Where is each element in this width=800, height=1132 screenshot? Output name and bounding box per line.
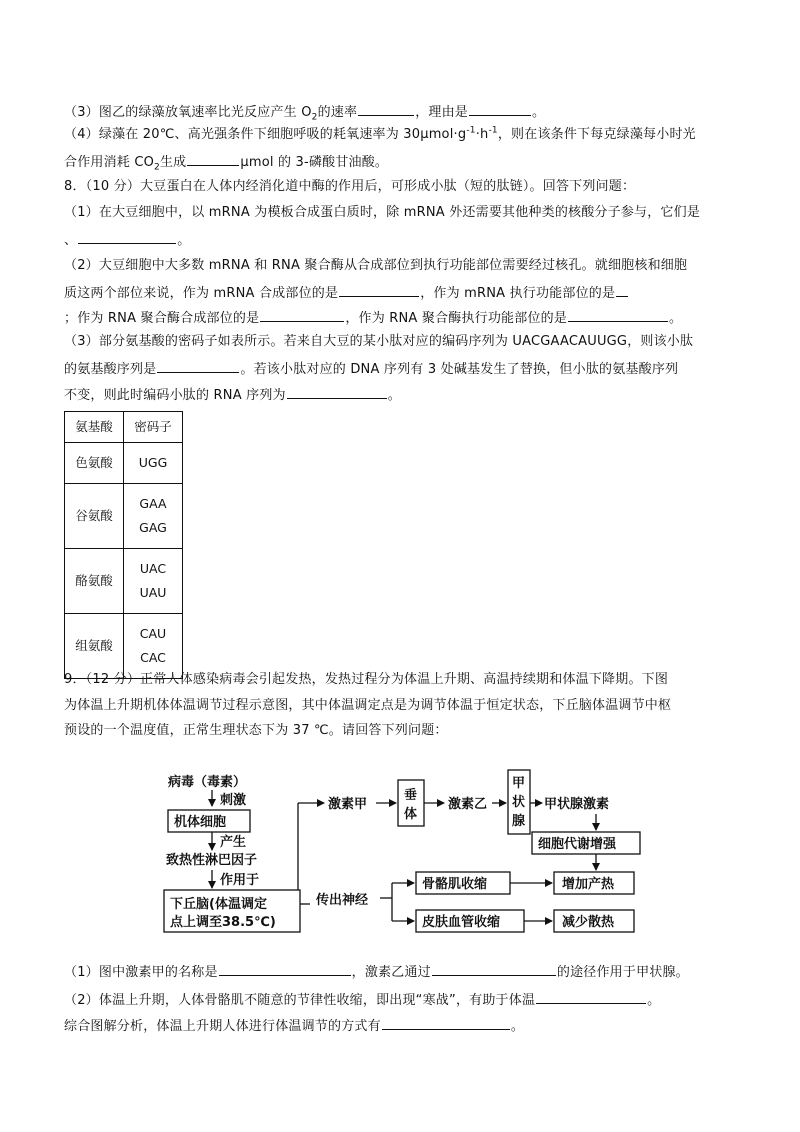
amino-acid-cell: 色氨酸 bbox=[65, 443, 124, 484]
codon-cell bbox=[124, 484, 183, 549]
codon-cell bbox=[124, 549, 183, 614]
answer-blank[interactable] bbox=[382, 1015, 510, 1030]
text: ，则在该条件下每克绿藻每小时光 bbox=[497, 127, 696, 142]
text: （2）体温上升期，人体骨骼肌不随意的节律性收缩，即出现“寒战”，有助于体温 bbox=[64, 993, 536, 1008]
text: 、 bbox=[64, 233, 78, 248]
metabolism-label: 细胞代谢增强 bbox=[538, 837, 617, 852]
text: 的途径作用于甲状腺。 bbox=[556, 965, 689, 980]
q8-intro: 8．（10 分）大豆蛋白在人体内经消化道中酶的作用后，可形成小肽（短的肽链）。回答下列问题： bbox=[64, 179, 636, 194]
q9-p2 bbox=[64, 989, 754, 1010]
text: 质这两个部位来说，作为 mRNA 合成部位的是 bbox=[64, 286, 339, 301]
answer-blank[interactable] bbox=[432, 961, 556, 976]
thyroid-label-3: 腺 bbox=[512, 814, 526, 829]
superscript: -1 bbox=[466, 125, 476, 136]
codon-cell bbox=[124, 443, 183, 484]
table-row bbox=[65, 484, 183, 549]
codon: CAC bbox=[140, 650, 166, 665]
hypothalamus-label-1: 下丘脑(体温调定 bbox=[170, 897, 267, 912]
q8-p1-line1: （1）在大豆细胞中，以 mRNA 为模板合成蛋白质时，除 mRNA 外还需要其他种类的核酸分子参与，它们是 bbox=[64, 205, 701, 220]
table-row bbox=[65, 614, 183, 679]
thyroid-label-2: 状 bbox=[512, 795, 526, 810]
q8-p3-line2 bbox=[64, 358, 754, 379]
hormone-a-label: 激素甲 bbox=[328, 797, 368, 812]
q9-intro-3: 预设的一个温度值，正常生理状态下为 37 ℃。请回答下列问题： bbox=[64, 723, 448, 738]
q9-p1 bbox=[64, 961, 754, 982]
answer-blank[interactable] bbox=[219, 961, 351, 976]
hormone-b-label: 激素乙 bbox=[448, 797, 488, 812]
thyroid-hormone-label: 甲状腺激素 bbox=[544, 797, 610, 812]
answer-blank[interactable] bbox=[187, 151, 239, 166]
text: 。 bbox=[510, 1019, 525, 1034]
codon: UAC bbox=[139, 561, 167, 576]
subscript: 2 bbox=[311, 112, 318, 123]
text: ，作为 mRNA 执行功能部位的是 bbox=[420, 286, 616, 301]
q7-line-3 bbox=[64, 101, 754, 122]
text: 。 bbox=[669, 311, 683, 326]
stimulate-label: 刺激 bbox=[220, 793, 247, 808]
codon: UAU bbox=[139, 585, 167, 600]
text: 。 bbox=[387, 388, 401, 403]
text: ，激素乙通过 bbox=[351, 965, 431, 980]
text: 的速率 bbox=[317, 105, 358, 120]
pituitary-label-1: 垂 bbox=[404, 788, 418, 803]
answer-blank[interactable] bbox=[260, 307, 344, 322]
codon: GAG bbox=[139, 520, 167, 535]
virus-label: 病毒（毒素） bbox=[168, 775, 247, 790]
hypothalamus-label-2: 点上调至38.5℃) bbox=[170, 915, 276, 930]
heat-loss-label: 减少散热 bbox=[562, 915, 615, 930]
thyroid-label-1: 甲 bbox=[512, 776, 526, 791]
q8-p2-line3 bbox=[64, 307, 754, 328]
q9-intro-2: 为体温上升期机体体温调节过程示意图，其中体温调定点是为调节体温于恒定状态，下丘脑体温调节中枢 bbox=[64, 698, 672, 713]
answer-blank[interactable] bbox=[157, 358, 239, 373]
text: （4）绿藻在 20℃、高光强条件下细胞呼吸的耗氧速率为 30μmol·g bbox=[64, 127, 467, 142]
codon: CAU bbox=[139, 626, 167, 641]
text: μmol 的 3-磷酸甘油酸。 bbox=[240, 155, 389, 170]
thermoregulation-diagram bbox=[160, 766, 650, 944]
q7-line-5 bbox=[64, 151, 754, 172]
skeletal-muscle-label: 骨骼肌收缩 bbox=[422, 877, 488, 892]
text: （1）图中激素甲的名称是 bbox=[64, 965, 218, 980]
superscript: -1 bbox=[488, 125, 498, 136]
q9-p3 bbox=[64, 1015, 754, 1036]
body-cell-label: 机体细胞 bbox=[174, 815, 227, 830]
subscript: 2 bbox=[154, 162, 160, 173]
text: ；作为 RNA 聚合酶合成部位的是 bbox=[64, 311, 260, 326]
text: 不变，则此时编码小肽的 RNA 序列为 bbox=[64, 388, 286, 403]
amino-acid-cell: 谷氨酸 bbox=[65, 484, 124, 549]
answer-blank[interactable] bbox=[616, 282, 628, 297]
efferent-nerve-label: 传出神经 bbox=[316, 893, 369, 908]
table-header-row bbox=[65, 412, 183, 443]
codon: GAA bbox=[139, 496, 167, 511]
q8-p3-line3 bbox=[64, 384, 754, 405]
header-amino-acid: 氨基酸 bbox=[65, 412, 124, 443]
text: 。 bbox=[647, 993, 661, 1008]
text: 生成 bbox=[159, 155, 187, 170]
table-row bbox=[65, 443, 183, 484]
answer-blank[interactable] bbox=[536, 989, 646, 1004]
amino-acid-cell: 组氨酸 bbox=[65, 614, 124, 679]
skin-vessel-label: 皮肤血管收缩 bbox=[422, 915, 501, 930]
table-row bbox=[65, 549, 183, 614]
answer-blank[interactable] bbox=[78, 229, 176, 244]
amino-acid-cell: 酪氨酸 bbox=[65, 549, 124, 614]
text: 综合图解分析，体温上升期人体进行体温调节的方式有 bbox=[64, 1019, 381, 1034]
text: 。若该小肽对应的 DNA 序列有 3 处碱基发生了替换，但小肽的氨基酸序列 bbox=[240, 362, 679, 377]
text: 。 bbox=[177, 233, 191, 248]
text: 。 bbox=[532, 105, 546, 120]
factor-label: 致热性淋巴因子 bbox=[166, 853, 258, 868]
text: 的氨基酸序列是 bbox=[64, 362, 157, 377]
header-codon: 密码子 bbox=[124, 412, 183, 443]
text: ，作为 RNA 聚合酶执行功能部位的是 bbox=[345, 311, 568, 326]
text: ，理由是 bbox=[415, 105, 468, 120]
codon: UGG bbox=[138, 455, 168, 470]
codon-table bbox=[64, 411, 183, 679]
act-on-label: 作用于 bbox=[220, 873, 260, 888]
q7-line-4 bbox=[64, 126, 754, 144]
codon-cell bbox=[124, 614, 183, 679]
heat-production-label: 增加产热 bbox=[562, 877, 615, 892]
q8-p1-line2 bbox=[64, 229, 754, 250]
text: （3）图乙的绿藻放氧速率比光反应产生 O bbox=[64, 105, 312, 120]
answer-blank[interactable] bbox=[469, 101, 531, 116]
text: 合作用消耗 CO bbox=[64, 155, 155, 170]
answer-blank[interactable] bbox=[287, 384, 387, 399]
answer-blank[interactable] bbox=[568, 307, 668, 322]
answer-blank[interactable] bbox=[339, 282, 419, 297]
q9-intro-1: 9．（12 分）正常人体感染病毒会引起发热，发热过程分为体温上升期、高温持续期和体温下降期。下图 bbox=[64, 672, 669, 687]
answer-blank[interactable] bbox=[358, 101, 414, 116]
q8-p2-line1: （2）大豆细胞中大多数 mRNA 和 RNA 聚合酶从合成部位到执行功能部位需要经过核孔。就细胞核和细胞 bbox=[64, 258, 688, 273]
q8-p3-line1: （3）部分氨基酸的密码子如表所示。若来自大豆的某小肽对应的编码序列为 UACGAACAUUGG，则该小肽 bbox=[64, 334, 694, 349]
q8-p2-line2 bbox=[64, 282, 754, 303]
pituitary-label-2: 体 bbox=[404, 807, 418, 822]
text: ·h bbox=[475, 127, 489, 142]
produce-label: 产生 bbox=[220, 835, 247, 850]
